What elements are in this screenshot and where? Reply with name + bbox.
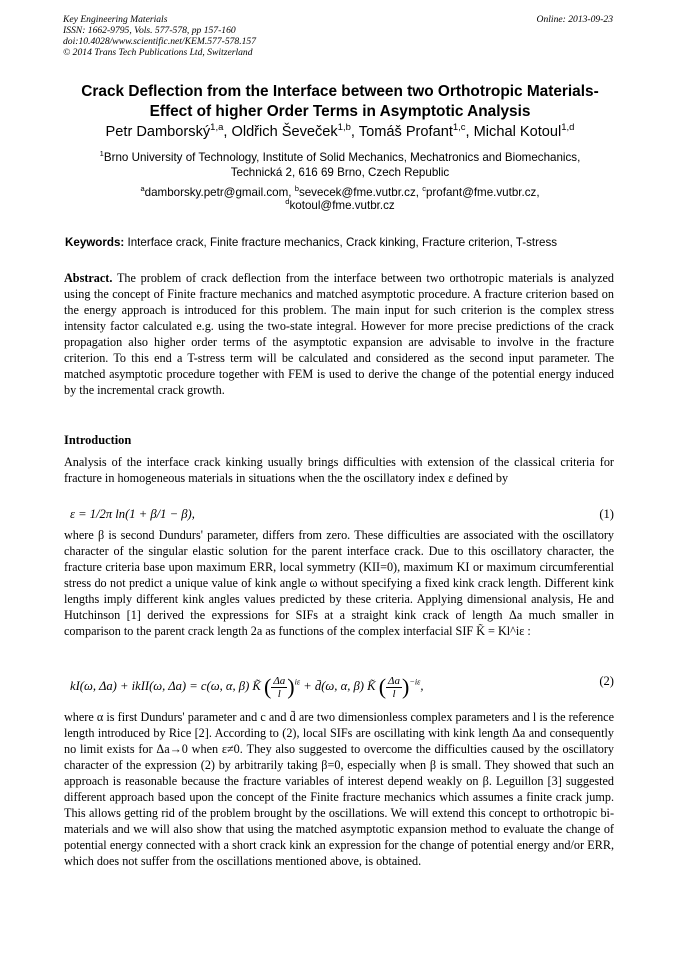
equation-2: kI(ω, Δa) + ikII(ω, Δa) = c(ω, α, β) K̃ ( $\frac{\Delta a}{l}$ )$^{i\varepsilon}$ + d̄(ω, α, β) K̃ ( $\frac{\Delta a}{l}$ )$^{-i\varepsilon}$, (2) — [70, 674, 614, 700]
author-list: Petr Damborský$^{1,a}$, Oldřich Ševeček$^{1,b}$, Tomáš Profant$^{1,c}$, Michal Kotoul$^{1,d}$ — [105, 122, 575, 140]
email-sup: a — [140, 184, 145, 194]
doi-line: doi:10.4028/www.scientific.net/KEM.577-578.157 — [63, 36, 257, 47]
abstract-text: The problem of crack deflection from the interface between two orthotropic materials is analyzed using the concept of Finite fracture mechanics and matched asymptotic procedure. A fracture criterion based on the energy approach is introduced for this problem. The main input for such criterion is the complex stress intensity factor calculated e.g. using the two-state integral. However for more precise predictions of the crack propagation also higher order terms of the asymptotic expansion are advisable to involve in the fracture criterion. To this end a T-stress term will be calculated and considered as the second input parameter. The matched asymptotic procedure together with FEM is used to derive the change of the potential energy induced by the incremental crack growth. — [64, 271, 614, 397]
equation-2-exp-1: iε — [294, 677, 301, 687]
author-name: Oldřich Ševeček — [231, 124, 338, 140]
abstract — [64, 270, 614, 398]
copyright-line: © 2014 Trans Tech Publications Ltd, Switzerland — [63, 47, 253, 58]
affiliation-sup: 1 — [99, 149, 104, 159]
affiliation-line-1: Brno University of Technology, Institute of Solid Mechanics, Mechatronics and Biomechanics, — [103, 151, 581, 164]
issn-line: ISSN: 1662-9795, Vols. 577-578, pp 157-160 — [63, 25, 236, 36]
email-link[interactable]: profant@fme.vutbr.cz, — [425, 186, 540, 199]
affiliation-line-2: Technická 2, 616 69 Brno, Czech Republic — [230, 166, 450, 179]
journal-header — [63, 14, 256, 58]
author-sup: 1,c — [452, 122, 466, 134]
intro-paragraph-1: Analysis of the interface crack kinking usually brings difficulties with extension of the classical criteria for fracture in homogeneous materials in situations when the the oscillatory index ε defined by — [64, 455, 614, 485]
affiliation — [40, 150, 640, 180]
equation-2-fraction-2: $\frac{\Delta a}{l}$ — [388, 674, 400, 700]
author-sup: 1,b — [337, 122, 351, 134]
equation-1 — [64, 507, 614, 522]
keywords — [65, 236, 625, 249]
email-sup: d — [285, 197, 290, 207]
abstract-label: Abstract. — [64, 271, 113, 285]
author-sup: 1,d — [561, 122, 575, 134]
equation-1-body: ε = 1/2π ln(1 + β/1 − β), — [70, 507, 195, 521]
title-line-1: Crack Deflection from the Interface between two Orthotropic Materials- — [81, 83, 599, 100]
author-name: Tomáš Profant — [358, 124, 453, 140]
equation-2-mid: + d̄(ω, α, β) K̃ — [303, 678, 376, 693]
email-link[interactable]: damborsky.petr@gmail.com, — [144, 186, 292, 199]
intro-paragraph-3: where α is first Dundurs' parameter and c and d̄ are two dimensionless complex parameters and l is the reference length introduced by Rice [2]. According to (2), local SIFs are oscillating with kink length Δa and consequently no limit exists for Δa→0 when ε≠0. They also suggested to overcome the difficulties caused by the oscillatory character of the expression (2) by arbitrarily taking β=0, especially when β is small. They showed that such an approach is reasonable because the fracture variables of interest depend weakly on β. Leguillon [3] suggested different approach based upon the concept of the Finite fracture mechanics which assumes a finite crack jump. This allows getting rid of the problem brought by the oscillations. We will extend this concept to orthotropic bi-materials and we will also show that using the matched asymptotic expansion method to evaluate the change of potential energy connected with a short crack kink an expression for the change of potential energy and/or ERR, which does not suffer from the oscillations mentioned above, is obtained. — [64, 710, 614, 868]
author-sup: 1,a — [210, 122, 224, 134]
email-link[interactable]: sevecek@fme.vutbr.cz, — [298, 186, 419, 199]
equation-2-lhs: kI(ω, Δa) + ikII(ω, Δa) = c(ω, α, β) K̃ — [70, 678, 261, 693]
intro-paragraph-2: where β is second Dundurs' parameter, differs from zero. These difficulties are associated with the oscillatory character of the singular elastic solution for the parent interface crack. Due to this oscillatory character, the fracture criteria base upon maximum ERR, local symmetry (KII=0), maximum KI or maximum circumferential stress do not predict a unique value of kink angle ω without specifying a fixed kink crack length. Different kink lengths imply different kink angles values predicted by these criteria. Applying dimensional analysis, He and Hutchinson [1] derived the expressions for SIFs at a straight kink crack of length Δa much smaller in comparison to the parent crack length 2a as functions of the complex interfacial SIF K̃ = Kl^iε : — [64, 528, 614, 638]
equation-2-number: (2) — [599, 674, 614, 688]
author-name: Petr Damborský — [105, 124, 211, 140]
equation-1-number: (1) — [599, 507, 614, 521]
email-link[interactable]: kotoul@fme.vutbr.cz — [289, 199, 395, 212]
author-name: Michal Kotoul — [473, 124, 562, 140]
title-line-2: Effect of higher Order Terms in Asymptotic Analysis — [149, 103, 531, 120]
equation-2-exp-2: −iε — [409, 677, 421, 687]
paper-title — [40, 82, 640, 122]
online-date: Online: 2013-09-23 — [536, 14, 613, 25]
email-list — [40, 186, 640, 212]
email-sup: c — [422, 184, 426, 194]
journal-name: Key Engineering Materials — [63, 14, 168, 25]
keywords-label: Keywords: — [65, 236, 125, 249]
email-sup: b — [294, 184, 299, 194]
equation-2-fraction-1: $\frac{\Delta a}{l}$ — [273, 674, 286, 700]
keywords-text: Interface crack, Finite fracture mechanics, Crack kinking, Fracture criterion, T-stress — [127, 236, 558, 249]
section-heading-introduction: Introduction — [64, 433, 132, 447]
